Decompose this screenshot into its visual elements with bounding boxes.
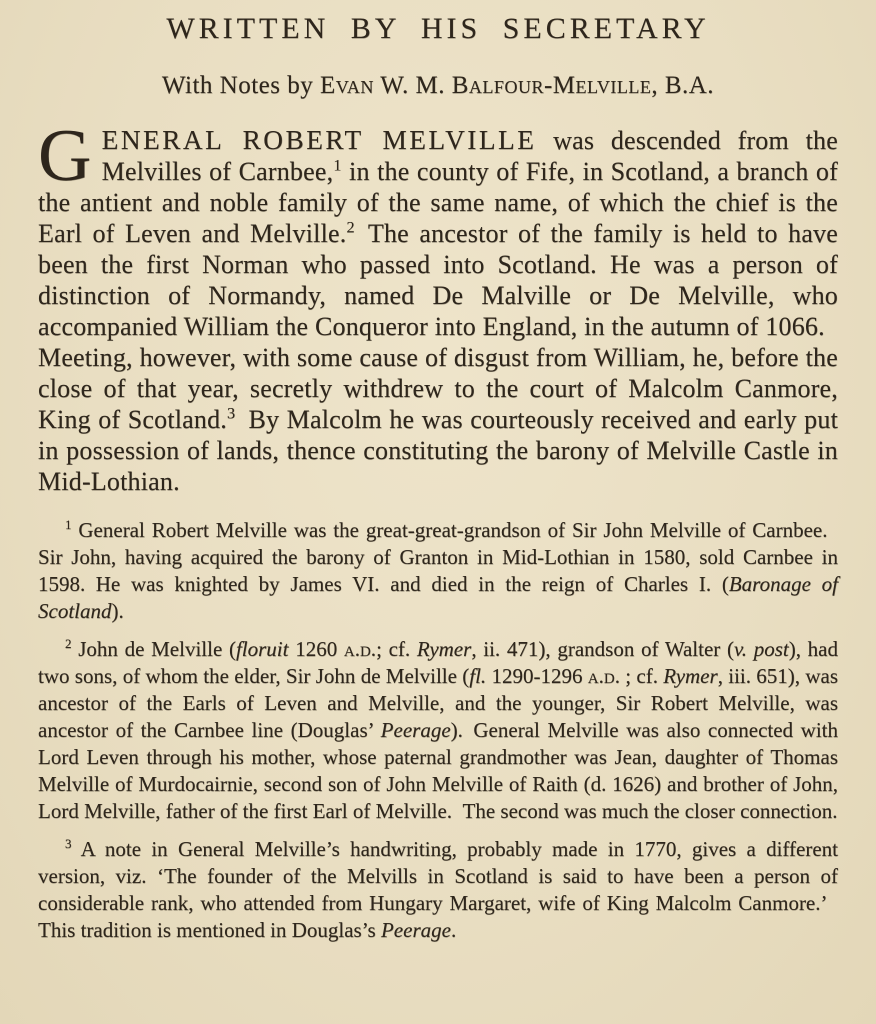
footnote-1: $^1$ General Robert Melville was the great-great-grandson of Sir John Melville of Carnbee. Sir John, having acquired the barony of Granton in Mid-Lothian in 1580, sold Carnbee in 1598. He was knighted by James VI. and died in the reign of Charles I. (Baronage of Scotland). [38,517,838,623]
main-paragraph [38,115,839,497]
footnote-3: $^3$ A note in General Melville’s handwriting, probably made in 1770, gives a different version, viz. ‘The founder of the Melvills in Scotland is said to have been a person of considerable rank, who attended from Hungary Margaret, wife of King Malcolm Canmore.’ This tradition is mentioned in Douglas’s Peerage. [38,836,838,942]
page-title: WRITTEN BY HIS SECRETARY [166,12,710,45]
drop-cap: G [38,115,92,197]
footnotes-section [38,517,838,944]
main-paragraph-text: ENERAL ROBERT MELVILLE was descended from the Melvilles of Carnbee,$^1$ in the county of Fife, in Scotland, a branch of the antient and noble family of the same name, of which the chief is the Earl of Leven and Melville.$^2$ The ancestor of the family is held to have been the first Norman who passed into Scotland. He was a person of distinction of Normandy, named De Malville or De Melville, who accompanied William the Conqueror into England, in the autumn of 1066. Meeting, however, with some cause of disgust from William, he, before the close of that year, secretly withdrew to the court of Malcolm Canmore, King of Scotland.$^3$ By Malcolm he was courteously received and early put in possession of lands, thence constituting the barony of Melville Castle in Mid-Lothian. [38,125,839,496]
footnote-2: $^2$ John de Melville (floruit 1260 a.d.; cf. Rymer, ii. 471), grandson of Walter (v. post), had two sons, of whom the elder, Sir John de Melville (fl. 1290-1296 a.d. ; cf. Rymer, iii. 651), was ancestor of the Earls of Leven and Melville, and the younger, Sir Robert Melville, was ancestor of the Carnbee line (Douglas’ Peerage). General Melville was also connected with Lord Leven through his mother, whose paternal grandmother was Jean, daughter of Thomas Melville of Murdocairnie, second son of John Melville of Raith (d. 1626) and brother of John, Lord Melville, father of the first Earl of Melville. The second was much the closer connection. [38,636,838,823]
byline: With Notes by Evan W. M. Balfour-Melville, B.A. [161,72,715,99]
